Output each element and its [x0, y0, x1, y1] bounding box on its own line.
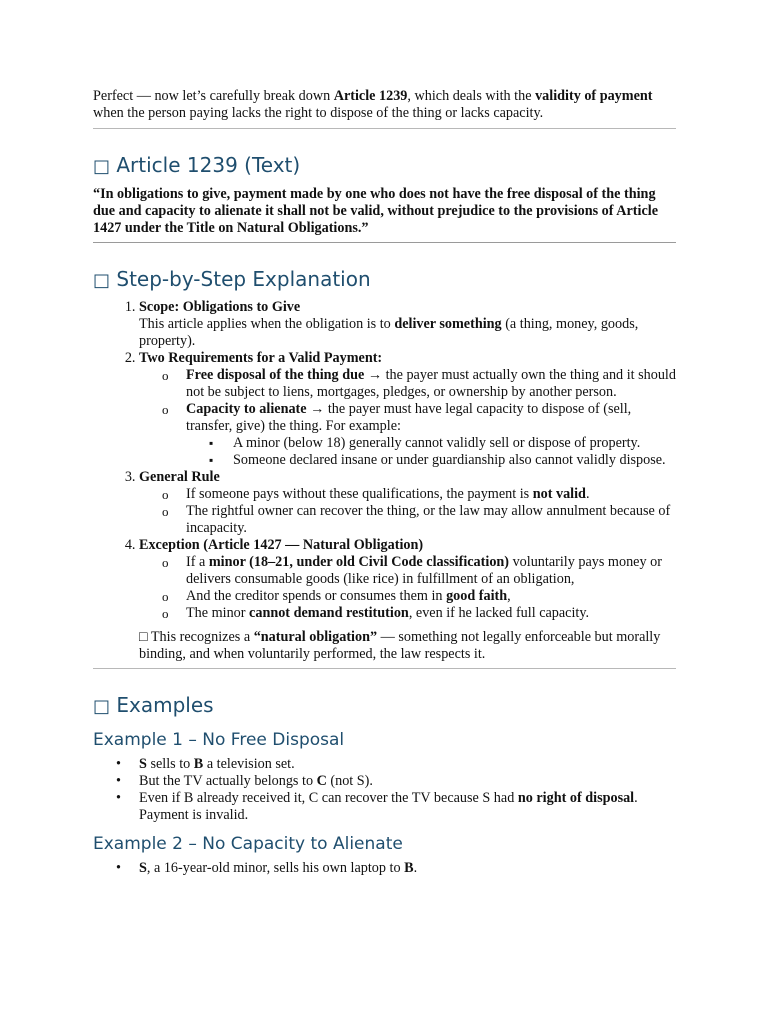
- section-heading-examples: □ Examples: [93, 692, 676, 720]
- list-item: • Even if B already received it, C can recover the TV because S had no right of disposal. Payment is invalid.: [139, 790, 676, 824]
- arrow-icon: →: [306, 401, 328, 417]
- divider: [93, 668, 676, 669]
- list-item: 1. Scope: Obligations to Give This article applies when the obligation is to deliver something (a thing, money, goods, property).: [139, 299, 676, 350]
- sublist: [186, 435, 676, 469]
- list-item: • S sells to B a television set.: [139, 756, 676, 773]
- list-item: 4. Exception (Article 1427 — Natural Obligation) o If a minor (18–21, under old Civil Code classification) voluntarily pays money or delivers consumable goods (like rice) in fulfillment of an obligation, o And the creditor spends or consumes them in good faith, o The minor cannot demand restitution, even if he lacked full capacity.: [139, 537, 676, 622]
- article-quote: “In obligations to give, payment made by one who does not have the free disposal of the thing due and capacity to alienate it shall not be valid, without prejudice to the provisions of Article 1427 under the Title on Natural Obligations.”: [93, 186, 659, 236]
- list-item: 2. Two Requirements for a Valid Payment: o Free disposal of the thing due → the payer must actually own the thing and it should not be subject to liens, mortgages, pledges, or ownership by another person. o Capacity to alienate → the payer must have legal capacity to dispose of (sell, transfer, give) the thing. For example: ▪ A minor (below 18) generally cannot validly sell or dispose of property. ▪ Someone declared insane or under guardianship also cannot validly dispose.: [139, 350, 676, 469]
- list-item: o Capacity to alienate → the payer must have legal capacity to dispose of (sell, transfer, give) the thing. For example: ▪ A minor (below 18) generally cannot validly sell or dispose of property. ▪ Someone declared insane or under guardianship also cannot validly dispose.: [186, 401, 676, 469]
- arrow-icon: →: [364, 367, 386, 383]
- list-item: 3. General Rule o If someone pays without these qualifications, the payment is not valid. o The rightful owner can recover the thing, or the law may allow annulment because of incapacity.: [139, 469, 676, 537]
- placeholder-glyph-icon: □: [93, 696, 111, 717]
- sublist: [139, 554, 676, 622]
- list-item: o If a minor (18–21, under old Civil Code classification) voluntarily pays money or delivers consumable goods (like rice) in fulfillment of an obligation,: [186, 554, 676, 588]
- list-item: o The minor cannot demand restitution, even if he lacked full capacity.: [186, 605, 676, 622]
- steps-list: [93, 299, 676, 622]
- list-item: o The rightful owner can recover the thing, or the law may allow annulment because of incapacity.: [186, 503, 676, 537]
- list-item: o If someone pays without these qualifications, the payment is not valid.: [186, 486, 676, 503]
- list-item: ▪ A minor (below 18) generally cannot validly sell or dispose of property.: [233, 435, 676, 452]
- list-item: o Free disposal of the thing due → the payer must actually own the thing and it should not be subject to liens, mortgages, pledges, or ownership by another person.: [186, 367, 676, 401]
- example-2-list: [93, 860, 676, 877]
- example-2-heading: Example 2 – No Capacity to Alienate: [93, 834, 403, 854]
- list-item: ▪ Someone declared insane or under guardianship also cannot validly dispose.: [233, 452, 676, 469]
- sublist: [139, 486, 676, 537]
- example-1-heading: Example 1 – No Free Disposal: [93, 730, 345, 750]
- example-1-list: [93, 756, 676, 824]
- placeholder-glyph-icon: □: [93, 270, 111, 291]
- divider: [93, 242, 676, 243]
- placeholder-glyph-icon: □: [139, 629, 148, 645]
- list-item: o And the creditor spends or consumes them in good faith,: [186, 588, 676, 605]
- list-item: • But the TV actually belongs to C (not S).: [139, 773, 676, 790]
- intro-paragraph: Perfect — now let’s carefully break down Article 1239, which deals with the validity of payment when the person paying lacks the right to dispose of the thing or lacks capacity.: [93, 88, 653, 121]
- divider: [93, 128, 676, 129]
- placeholder-glyph-icon: □: [93, 156, 111, 177]
- list-item: • S, a 16-year-old minor, sells his own laptop to B.: [139, 860, 676, 877]
- section-heading-article-text: □ Article 1239 (Text): [93, 152, 676, 180]
- natural-obligation-note: □ This recognizes a “natural obligation” — something not legally enforceable but morally binding, and when voluntarily performed, the law respects it.: [139, 629, 661, 662]
- sublist: [139, 367, 676, 469]
- section-heading-explanation: □ Step-by-Step Explanation: [93, 266, 676, 294]
- document-body: [93, 0, 676, 877]
